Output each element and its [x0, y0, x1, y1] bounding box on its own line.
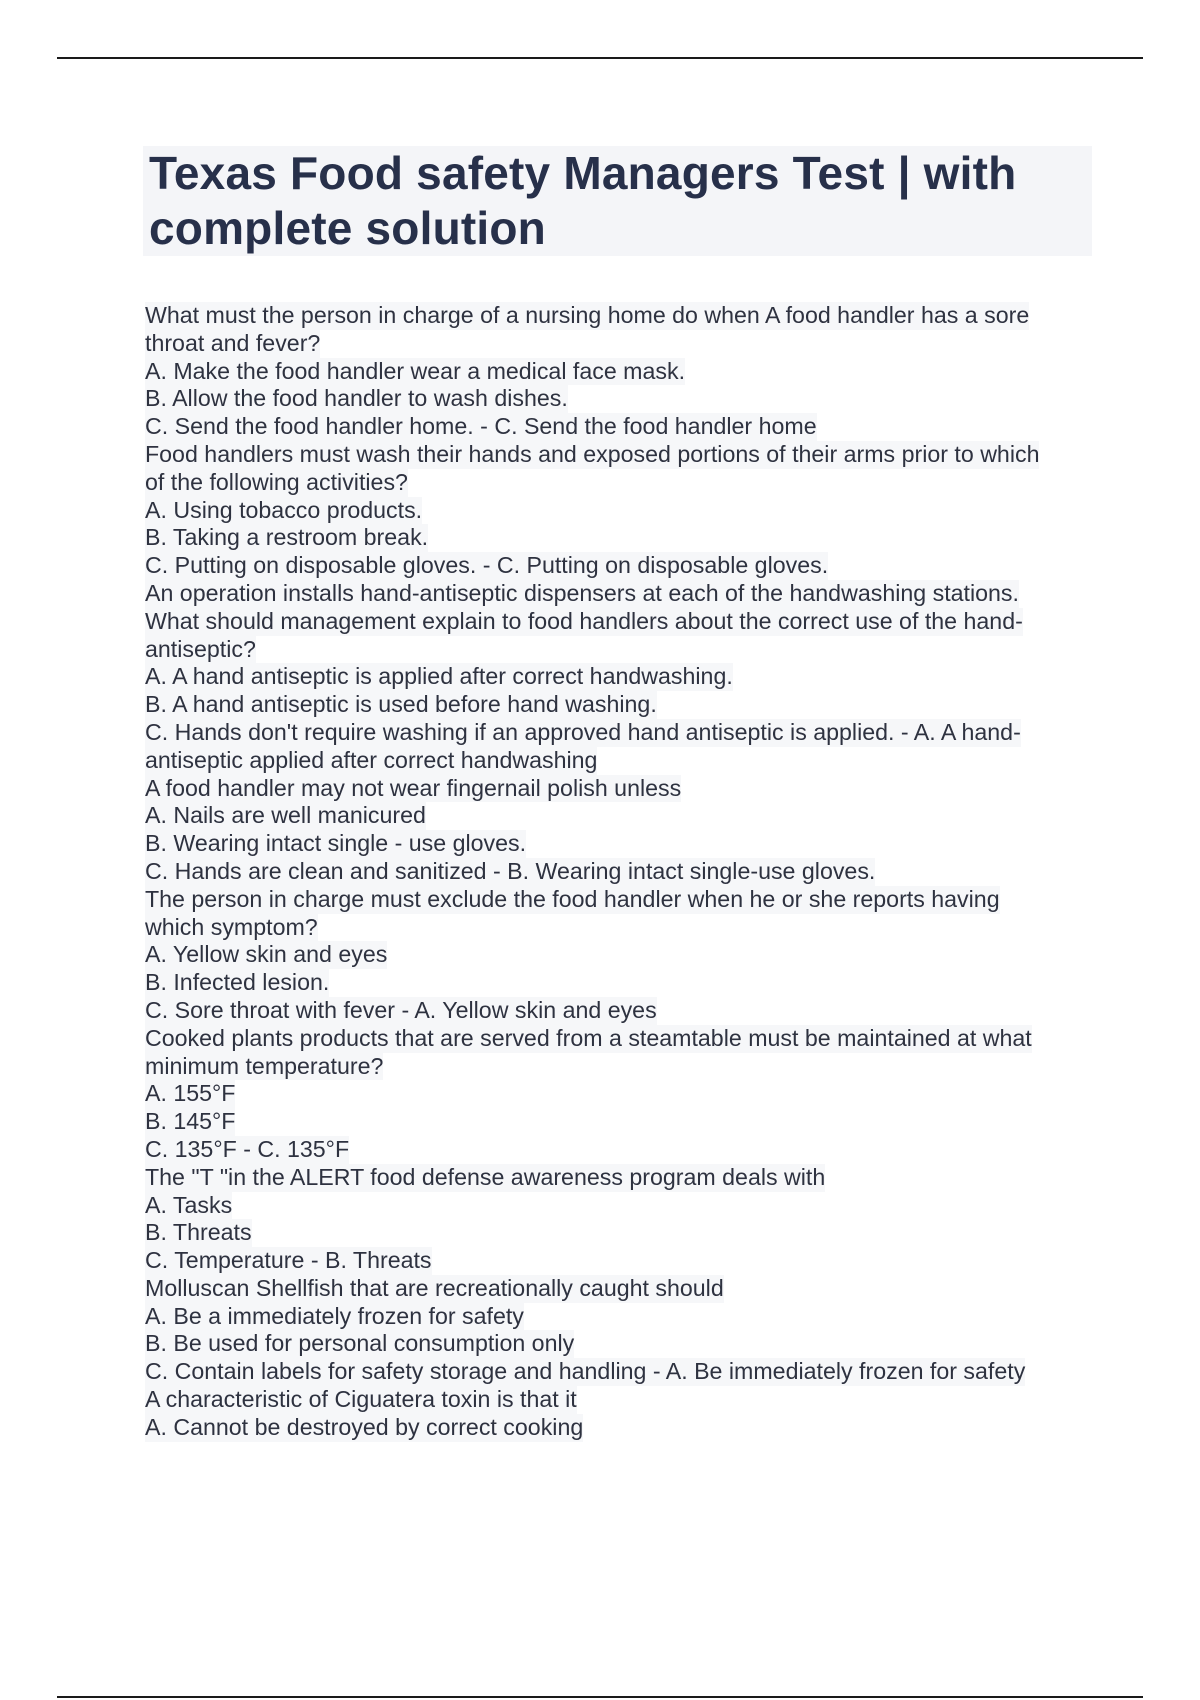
title-block [143, 146, 1092, 256]
text-line: C. Putting on disposable gloves. - C. Putting on disposable gloves. [145, 552, 829, 579]
text-line: which symptom? [145, 913, 318, 940]
question-list [145, 302, 1090, 1442]
text-line: C. 135°F - C. 135°F [145, 1135, 350, 1162]
text-line: Food handlers must wash their hands and exposed portions of their arms prior to which [145, 440, 1040, 467]
bottom-rule [57, 1696, 1143, 1698]
document-title: Texas Food safety Managers Test | with complete solution [149, 147, 1017, 254]
text-line: A. Make the food handler wear a medical face mask. [145, 357, 686, 384]
text-line: C. Contain labels for safety storage and handling - A. Be immediately frozen for safety [145, 1358, 1026, 1385]
text-line: throat and fever? [145, 329, 321, 356]
text-line: C. Sore throat with fever - A. Yellow skin and eyes [145, 996, 657, 1023]
text-line: What must the person in charge of a nursing home do when A food handler has a sore [145, 302, 1030, 328]
text-line: C. Hands are clean and sanitized - B. Wearing intact single-use gloves. [145, 857, 876, 884]
text-line: B. A hand antiseptic is used before hand washing. [145, 691, 657, 718]
text-line: C. Temperature - B. Threats [145, 1247, 432, 1274]
text-line: B. Wearing intact single - use gloves. [145, 830, 527, 857]
text-line: B. Infected lesion. [145, 969, 330, 996]
text-line: A characteristic of Ciguatera toxin is that it [145, 1386, 577, 1413]
text-line: An operation installs hand-antiseptic dispensers at each of the handwashing stations. [145, 579, 1019, 606]
text-line: A. Yellow skin and eyes [145, 941, 388, 968]
text-line: A. 155°F [145, 1080, 236, 1107]
text-line: B. 145°F [145, 1108, 236, 1135]
text-line: B. Taking a restroom break. [145, 524, 429, 551]
text-line: Cooked plants products that are served from a steamtable must be maintained at what [145, 1024, 1032, 1051]
text-line: A. Cannot be destroyed by correct cooking [145, 1413, 584, 1440]
text-line: B. Be used for personal consumption only [145, 1330, 575, 1357]
text-line: B. Threats [145, 1219, 252, 1246]
top-rule [57, 57, 1143, 59]
text-line: C. Hands don't require washing if an approved hand antiseptic is applied. - A. A hand- [145, 718, 1021, 745]
text-line: antiseptic? [145, 635, 256, 662]
text-line: A. A hand antiseptic is applied after correct handwashing. [145, 663, 733, 690]
text-line: A. Using tobacco products. [145, 496, 423, 523]
text-line: A. Tasks [145, 1191, 233, 1218]
text-line: What should management explain to food handlers about the correct use of the hand- [145, 607, 1023, 634]
text-line: A. Be a immediately frozen for safety [145, 1302, 524, 1329]
text-line: of the following activities? [145, 468, 408, 495]
text-line: A food handler may not wear fingernail polish unless [145, 774, 682, 801]
text-line: C. Send the food handler home. - C. Send the food handler home [145, 413, 817, 440]
text-line: minimum temperature? [145, 1052, 384, 1079]
text-line: The person in charge must exclude the food handler when he or she reports having [145, 885, 1000, 912]
text-line: Molluscan Shellfish that are recreationally caught should [145, 1274, 724, 1301]
text-line: The "T "in the ALERT food defense awareness program deals with [145, 1163, 826, 1190]
text-line: B. Allow the food handler to wash dishes. [145, 385, 568, 412]
text-line: A. Nails are well manicured [145, 802, 426, 829]
text-line: antiseptic applied after correct handwashing [145, 746, 598, 773]
